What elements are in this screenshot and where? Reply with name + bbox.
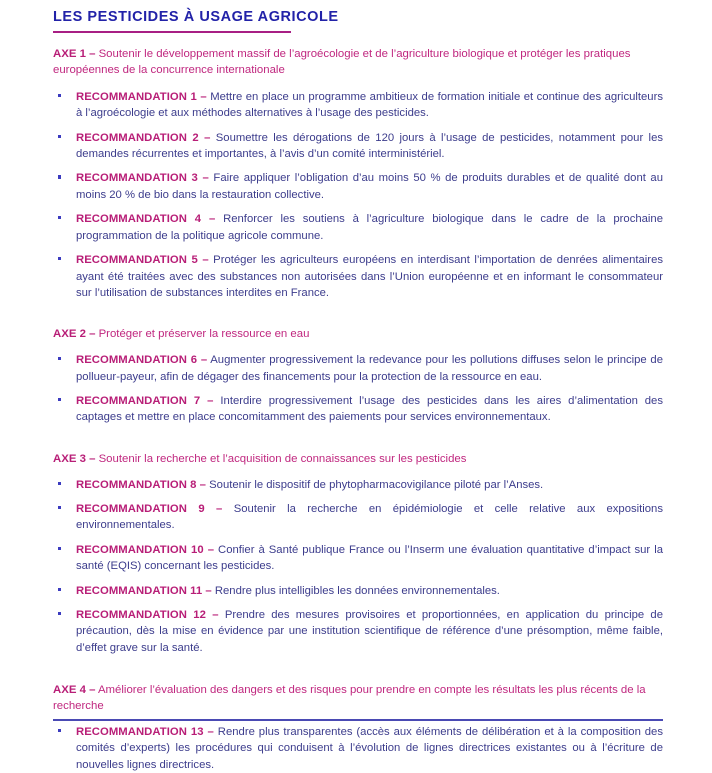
- bullet-icon: [58, 588, 61, 591]
- axe-label-1: AXE 1 –: [53, 48, 96, 61]
- list-item: [53, 607, 663, 656]
- recommendation-text: Renforcer les soutiens à l’agriculture biologique dans le cadre de la prochaine programmation de la politique agricole commune.: [76, 213, 663, 242]
- list-item: [53, 393, 663, 426]
- bullet-icon: [58, 216, 61, 219]
- recommendation-label: RECOMMANDATION 7 –: [76, 394, 214, 407]
- recommendation-text: Interdire progressivement l’usage des pesticides dans les aires d’alimentation des captages et mettre en place concomitamment des paiements pour services environnementaux.: [76, 394, 663, 424]
- bullet-icon: [58, 357, 61, 360]
- list-item: [53, 211, 663, 244]
- recommendation-text: Faire appliquer l’obligation d’au moins 50 % de produits durables et de qualité dont au moins 20 % de bio dans la restauration collective.: [76, 172, 663, 201]
- list-item: [53, 724, 663, 773]
- recommendation-text: Soutenir le dispositif de phytopharmacovigilance piloté par l’Anses.: [205, 478, 544, 491]
- recommendation-label: RECOMMANDATION 1 –: [76, 90, 207, 103]
- bullet-icon: [58, 482, 61, 485]
- axe-label-2: AXE 2 –: [53, 328, 96, 341]
- list-item: [53, 352, 663, 385]
- bullet-icon: [58, 729, 61, 732]
- bullet-icon: [58, 257, 61, 260]
- recommendation-text: Protéger les agriculteurs européens en interdisant l’importation de denrées alimentaires ayant été traitées avec des substances non autorisées dans l’Union européenne et en informant le consommateur sur l’utilisation de substances interdites en France.: [76, 254, 663, 299]
- recommendation-text: Mettre en place un programme ambitieux de formation initiale et continue des agriculteurs à l’agroécologie et aux méthodes alternatives à l’usage des pesticides.: [76, 90, 663, 120]
- axe-label-3: AXE 3 –: [53, 452, 96, 465]
- bullet-icon: [58, 612, 61, 615]
- axe-title-4: Améliorer l’évaluation des dangers et des risques pour prendre en compte les résultats les plus récents de la recherche: [53, 684, 646, 713]
- axe-title-3: Soutenir la recherche et l’acquisition de connaissances sur les pesticides: [95, 452, 467, 465]
- recommendation-text: Augmenter progressivement la redevance pour les pollutions diffuses selon le principe de pollueur-payeur, afin de dégager des financements pour la protection de la ressource en eau.: [76, 354, 663, 383]
- axe-title-1: Soutenir le développement massif de l’agroécologie et de l’agriculture biologique et protéger les pratiques européennes de la concurrence internationale: [53, 48, 631, 76]
- recommendation-text: Soutenir la recherche en épidémiologie et celle relative aux expositions environnementales.: [76, 502, 663, 532]
- list-item: [53, 170, 663, 203]
- axe-title-2: Protéger et préserver la ressource en eau: [95, 328, 310, 341]
- recommendation-label: RECOMMANDATION 10 –: [76, 543, 215, 556]
- recommendation-label: RECOMMANDATION 6 –: [76, 354, 208, 367]
- recommendation-text: Confier à Santé publique France ou l’Inserm une évaluation quantitative d’impact sur la santé (EQIS) concernant les pesticides.: [76, 543, 663, 573]
- list-item: [53, 583, 663, 599]
- recommendation-list-axe-1: [53, 89, 663, 302]
- list-item: [53, 542, 663, 575]
- axe-heading-2: [53, 327, 663, 343]
- bullet-icon: [58, 506, 61, 509]
- title-underline-rule: [53, 31, 291, 34]
- recommendation-label: RECOMMANDATION 4 –: [76, 213, 216, 226]
- recommendation-label: RECOMMANDATION 3 –: [76, 172, 209, 185]
- axe-heading-3: [53, 452, 663, 468]
- bullet-icon: [58, 398, 61, 401]
- recommendation-label: RECOMMANDATION 9 –: [76, 502, 223, 515]
- recommendation-list-axe-3: [53, 477, 663, 657]
- footer-divider: [53, 719, 663, 721]
- list-item: [53, 501, 663, 534]
- bullet-icon: [58, 135, 61, 138]
- list-item: [53, 252, 663, 301]
- recommendation-list-axe-2: [53, 352, 663, 426]
- axe-heading-4: [53, 683, 663, 714]
- bullet-icon: [58, 175, 61, 178]
- recommendation-list-axe-4: [53, 724, 663, 773]
- recommendation-text: Prendre des mesures provisoires et proportionnées, en application du principe de précaution, dès la mise en évidence par une institution scientifique de référence d’une présomption, même faible, d’effet grave sur la santé.: [76, 609, 663, 654]
- list-item: [53, 89, 663, 122]
- list-item: [53, 130, 663, 163]
- recommendation-label: RECOMMANDATION 8 –: [76, 478, 206, 491]
- list-item: [53, 477, 663, 493]
- recommendation-label: RECOMMANDATION 13 –: [76, 725, 214, 738]
- axe-label-4: AXE 4 –: [53, 684, 96, 697]
- recommendation-label: RECOMMANDATION 2 –: [76, 131, 211, 144]
- bullet-icon: [58, 94, 61, 97]
- document-content: [53, 9, 663, 773]
- recommendation-label: RECOMMANDATION 11 –: [76, 584, 212, 597]
- recommendation-text: Rendre plus intelligibles les données environnementales.: [211, 584, 500, 597]
- recommendation-text: Soumettre les dérogations de 120 jours à l’usage de pesticides, notamment pour les demandes récurrentes et importantes, à l’avis d’un comité interministériel.: [76, 131, 663, 160]
- axe-heading-1: [53, 47, 663, 78]
- bullet-icon: [58, 547, 61, 550]
- recommendation-label: RECOMMANDATION 12 –: [76, 609, 219, 622]
- recommendation-text: Rendre plus transparentes (accès aux éléments de délibération et à la composition des comités d’experts) les procédures qui conduisent à l’évolution de lignes directrices existantes ou à l’écriture de nouvelles lignes directrices.: [76, 725, 663, 771]
- recommendation-label: RECOMMANDATION 5 –: [76, 254, 209, 267]
- page-title: LES PESTICIDES À USAGE AGRICOLE: [53, 9, 339, 25]
